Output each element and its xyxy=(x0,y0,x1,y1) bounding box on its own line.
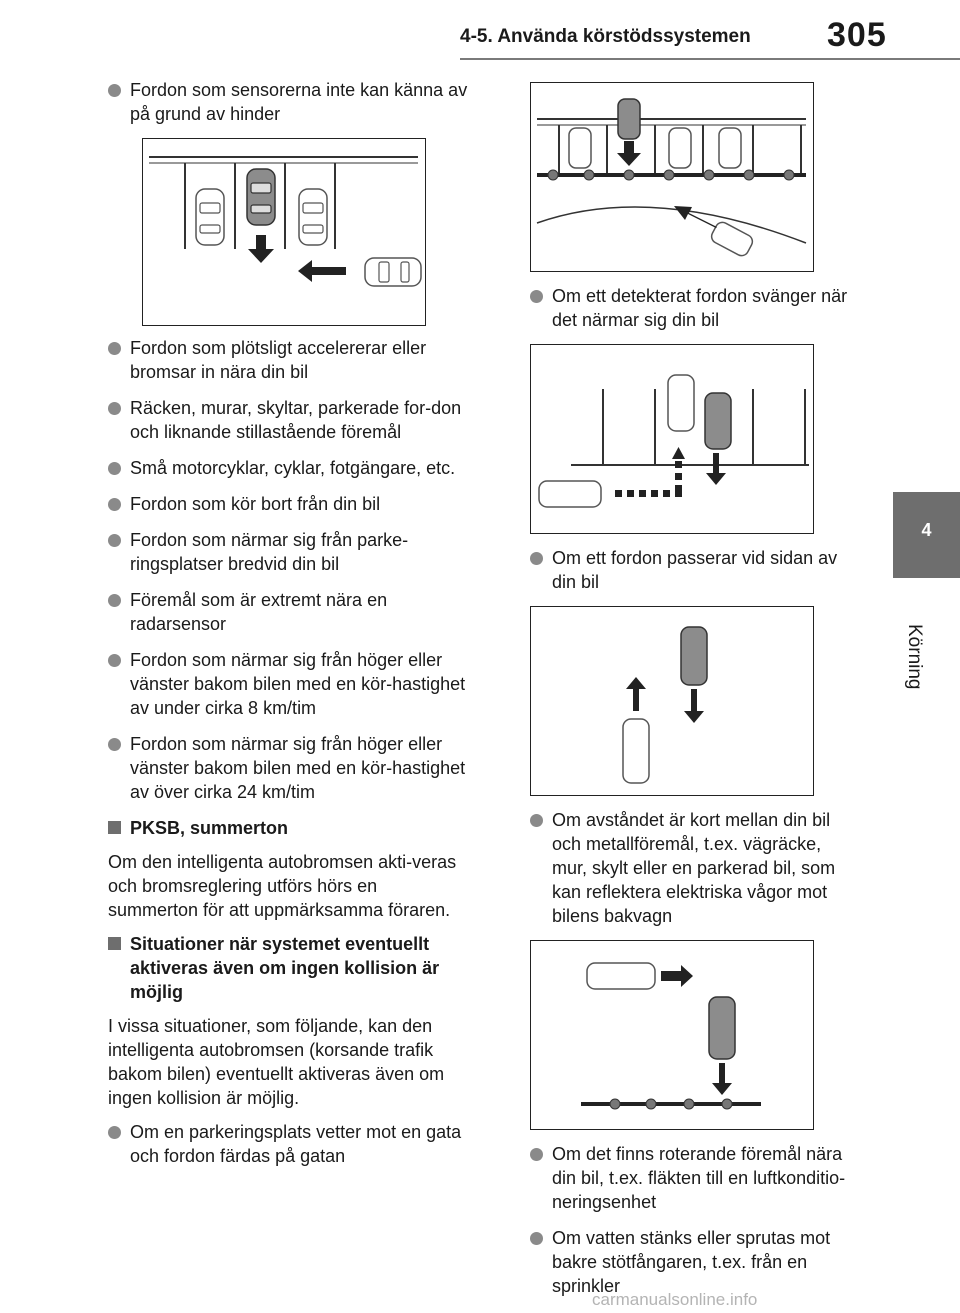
list-item xyxy=(108,336,468,384)
item-text: Fordon som plötsligt accelererar eller bromsar in nära din bil xyxy=(130,338,427,382)
bullet-icon xyxy=(108,534,121,547)
heading-text: Situationer när systemet eventuellt aktiveras även om ingen kollision är möjlig xyxy=(130,934,440,1002)
item-text: Om vatten stänks eller sprutas mot bakre stötfångaren, t.ex. från en sprinkler xyxy=(552,1228,831,1296)
item-text: Fordon som sensorerna inte kan känna av på grund av hinder xyxy=(130,80,468,124)
figure-turning-vehicle xyxy=(530,344,814,534)
list-item xyxy=(108,588,468,636)
list-item xyxy=(108,456,468,480)
bullet-icon xyxy=(108,738,121,751)
section-heading xyxy=(108,816,468,840)
left-column xyxy=(108,78,468,1180)
list-item xyxy=(108,648,468,720)
square-bullet-icon xyxy=(108,821,121,834)
list-item xyxy=(108,528,468,576)
figure-passing-vehicle xyxy=(530,606,814,796)
bullet-icon xyxy=(108,654,121,667)
item-text: Om ett fordon passerar vid sidan av din bil xyxy=(552,548,838,592)
bullet-icon xyxy=(530,552,543,565)
bullet-icon xyxy=(108,84,121,97)
item-text: Fordon som närmar sig från höger eller vänster bakom bilen med en kör-hastighet av över cirka 24 km/tim xyxy=(130,734,466,802)
paragraph: I vissa situationer, som följande, kan den intelligenta autobromsen (korsande trafik bakom bilen) eventuellt aktiveras även om ingen kollision är möjlig. xyxy=(108,1016,445,1108)
bullet-icon xyxy=(108,342,121,355)
bullet-icon xyxy=(108,462,121,475)
item-text: Om en parkeringsplats vetter mot en gata och fordon färdas på gatan xyxy=(130,1122,462,1166)
item-text: Fordon som närmar sig från parke-ringsplatser bredvid din bil xyxy=(130,530,409,574)
bullet-icon xyxy=(530,290,543,303)
bullet-icon xyxy=(530,1232,543,1245)
item-text: Fordon som kör bort från din bil xyxy=(130,494,381,514)
list-item xyxy=(530,284,860,332)
bullet-icon xyxy=(108,498,121,511)
street-diagram xyxy=(531,83,812,270)
item-text: Räcken, murar, skyltar, parkerade for-don och liknande stillastående föremål xyxy=(130,398,462,442)
chapter-label: Körning xyxy=(904,624,925,690)
bullet-icon xyxy=(108,1126,121,1139)
square-bullet-icon xyxy=(108,937,121,950)
list-item xyxy=(108,1120,468,1168)
page-number: 305 xyxy=(827,16,887,54)
list-item xyxy=(108,396,468,444)
item-text: Om ett detekterat fordon svänger när det närmar sig din bil xyxy=(552,286,848,330)
heading-text: PKSB, summerton xyxy=(130,818,289,838)
section-title: 4-5. Använda körstödssystemen xyxy=(460,26,751,47)
list-item xyxy=(530,546,860,594)
list-item xyxy=(108,492,468,516)
section-heading xyxy=(108,932,468,1004)
bullet-icon xyxy=(108,594,121,607)
item-text: Föremål som är extremt nära en radarsensor xyxy=(130,590,388,634)
list-item xyxy=(530,1142,860,1214)
paragraph: Om den intelligenta autobromsen akti-veras och bromsreglering utförs hörs en summerton för att uppmärksamma föraren. xyxy=(108,852,457,920)
chapter-number: 4 xyxy=(921,520,932,540)
list-item xyxy=(530,808,860,928)
watermark: carmanualsonline.info xyxy=(592,1290,758,1309)
parking-diagram xyxy=(143,139,424,324)
list-item xyxy=(108,78,468,126)
figure-street-parking xyxy=(530,82,814,272)
item-text: Små motorcyklar, cyklar, fotgängare, etc. xyxy=(130,458,456,478)
right-column xyxy=(530,82,860,1310)
item-text: Om det finns roterande föremål nära din bil, t.ex. fläkten till en luftkonditio-neringsenhet xyxy=(552,1144,846,1212)
bullet-icon xyxy=(530,814,543,827)
metal-diagram xyxy=(531,941,812,1128)
chapter-tab xyxy=(893,492,960,578)
list-item xyxy=(530,1226,860,1298)
figure-metal-objects xyxy=(530,940,814,1130)
list-item xyxy=(108,732,468,804)
turning-diagram xyxy=(531,345,812,532)
item-text: Om avståndet är kort mellan din bil och metallföremål, t.ex. vägräcke, mur, skylt eller en parkerad bil, som kan reflektera elektriska vågor mot bilens bakvagn xyxy=(552,810,836,926)
bullet-icon xyxy=(530,1148,543,1161)
passing-diagram xyxy=(531,607,812,794)
figure-parking-obstructed xyxy=(142,138,426,326)
item-text: Fordon som närmar sig från höger eller vänster bakom bilen med en kör-hastighet av under cirka 8 km/tim xyxy=(130,650,466,718)
header-rule xyxy=(460,58,960,60)
bullet-icon xyxy=(108,402,121,415)
